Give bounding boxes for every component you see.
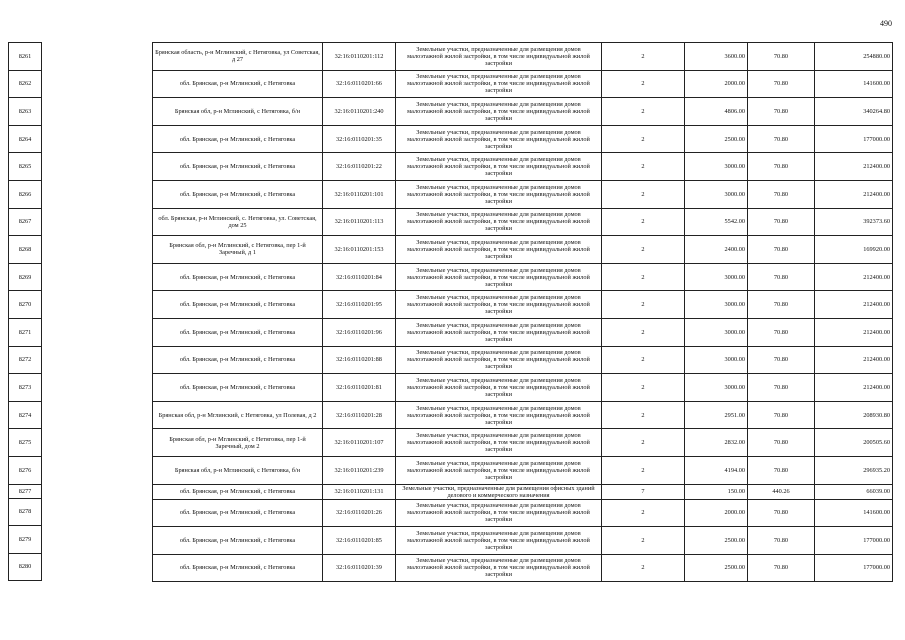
- table-row: [153, 374, 893, 402]
- table-row: [153, 70, 893, 98]
- cadastral-value-cell: 340264.80: [815, 98, 893, 126]
- row-number-cell: 8278: [9, 498, 42, 526]
- address-cell: обл. Брянская, р-н Мглинский, с Нетяговка: [153, 374, 323, 402]
- page-number: 490: [880, 19, 892, 28]
- purpose-cell: Земельные участки, предназначенные для размещения домов малоэтажной жилой застройки, в том числе индивидуальной жилой застройки: [396, 318, 602, 346]
- group-cell: 2: [602, 456, 685, 484]
- cadastral-number-cell: 32:16:0110201:107: [323, 429, 396, 457]
- group-cell: 2: [602, 153, 685, 181]
- table-row: [153, 236, 893, 264]
- purpose-cell: Земельные участки, предназначенные для размещения домов малоэтажной жилой застройки, в том числе индивидуальной жилой застройки: [396, 236, 602, 264]
- purpose-cell: Земельные участки, предназначенные для размещения домов малоэтажной жилой застройки, в том числе индивидуальной жилой застройки: [396, 527, 602, 555]
- address-cell: Брянская обл, р-н Мглинский, с Нетяговка, б/н: [153, 98, 323, 126]
- cadastral-value-cell: 212400.00: [815, 180, 893, 208]
- group-cell: 2: [602, 527, 685, 555]
- purpose-cell: Земельные участки, предназначенные для размещения домов малоэтажной жилой застройки, в том числе индивидуальной жилой застройки: [396, 499, 602, 527]
- area-cell: 3000.00: [685, 153, 748, 181]
- rate-cell: 70.80: [748, 318, 815, 346]
- group-cell: 2: [602, 98, 685, 126]
- area-cell: 5542.00: [685, 208, 748, 236]
- group-cell: 7: [602, 484, 685, 499]
- row-number-row: [9, 346, 42, 374]
- group-cell: 2: [602, 401, 685, 429]
- row-number-cell: 8273: [9, 374, 42, 402]
- cadastral-number-cell: 32:16:0110201:22: [323, 153, 396, 181]
- table-row: [153, 456, 893, 484]
- address-cell: обл. Брянская, р-н Мглинский, с Нетяговка: [153, 527, 323, 555]
- area-cell: 2000.00: [685, 70, 748, 98]
- table-row: [153, 554, 893, 582]
- cadastral-value-cell: 169920.00: [815, 236, 893, 264]
- cadastral-value-cell: 212400.00: [815, 346, 893, 374]
- purpose-cell: Земельные участки, предназначенные для размещения домов малоэтажной жилой застройки, в том числе индивидуальной жилой застройки: [396, 208, 602, 236]
- table-row: [153, 263, 893, 291]
- table-row: [153, 98, 893, 126]
- row-number-cell: 8277: [9, 484, 42, 498]
- rate-cell: 70.80: [748, 401, 815, 429]
- address-cell: обл. Брянская, р-н Мглинский, с Нетяговка: [153, 263, 323, 291]
- row-number-cell: 8262: [9, 70, 42, 98]
- row-number-row: [9, 429, 42, 457]
- rate-cell: 70.80: [748, 346, 815, 374]
- row-number-row: [9, 456, 42, 484]
- area-cell: 3000.00: [685, 263, 748, 291]
- row-number-row: [9, 208, 42, 236]
- cadastral-number-cell: 32:16:0110201:66: [323, 70, 396, 98]
- row-number-row: [9, 526, 42, 554]
- cadastral-number-cell: 32:16:0110201:153: [323, 236, 396, 264]
- row-number-row: [9, 180, 42, 208]
- purpose-cell: Земельные участки, предназначенные для размещения домов малоэтажной жилой застройки, в том числе индивидуальной жилой застройки: [396, 263, 602, 291]
- rate-cell: 70.80: [748, 125, 815, 153]
- table-row: [153, 125, 893, 153]
- purpose-cell: Земельные участки, предназначенные для размещения домов малоэтажной жилой застройки, в том числе индивидуальной жилой застройки: [396, 346, 602, 374]
- cadastral-number-cell: 32:16:0110201:85: [323, 527, 396, 555]
- cadastral-value-cell: 208930.80: [815, 401, 893, 429]
- area-cell: 2832.00: [685, 429, 748, 457]
- address-cell: обл. Брянская, р-н Мглинский, с Нетяговка: [153, 153, 323, 181]
- cadastral-number-cell: 32:16:0110201:131: [323, 484, 396, 499]
- purpose-cell: Земельные участки, предназначенные для размещения домов малоэтажной жилой застройки, в том числе индивидуальной жилой застройки: [396, 374, 602, 402]
- group-cell: 2: [602, 236, 685, 264]
- rate-cell: 70.80: [748, 70, 815, 98]
- purpose-cell: Земельные участки, предназначенные для размещения домов малоэтажной жилой застройки, в том числе индивидуальной жилой застройки: [396, 291, 602, 319]
- rate-cell: 70.80: [748, 291, 815, 319]
- table-row: [153, 43, 893, 71]
- table-row: [153, 527, 893, 555]
- purpose-cell: Земельные участки, предназначенные для размещения домов малоэтажной жилой застройки, в том числе индивидуальной жилой застройки: [396, 429, 602, 457]
- cadastral-value-cell: 177000.00: [815, 554, 893, 582]
- row-number-row: [9, 43, 42, 71]
- area-cell: 2000.00: [685, 499, 748, 527]
- group-cell: 2: [602, 208, 685, 236]
- cadastral-value-cell: 177000.00: [815, 527, 893, 555]
- rate-cell: 70.80: [748, 98, 815, 126]
- address-cell: Брянская обл, р-н Мглинский, с Нетяговка, ул Полевая, д 2: [153, 401, 323, 429]
- cadastral-number-cell: 32:16:0110201:35: [323, 125, 396, 153]
- rate-cell: 70.80: [748, 180, 815, 208]
- table-row: [153, 291, 893, 319]
- row-number-cell: 8266: [9, 180, 42, 208]
- row-number-cell: 8269: [9, 263, 42, 291]
- rate-cell: 70.80: [748, 527, 815, 555]
- area-cell: 4806.00: [685, 98, 748, 126]
- cadastral-value-cell: 254880.00: [815, 43, 893, 71]
- row-number-cell: 8276: [9, 456, 42, 484]
- row-number-row: [9, 553, 42, 581]
- cadastral-number-cell: 32:16:0110201:101: [323, 180, 396, 208]
- address-cell: обл. Брянская, р-н Мглинский, с Нетяговка: [153, 484, 323, 499]
- purpose-cell: Земельные участки, предназначенные для размещения домов малоэтажной жилой застройки, в том числе индивидуальной жилой застройки: [396, 125, 602, 153]
- rate-cell: 70.80: [748, 263, 815, 291]
- address-cell: обл. Брянская, р-н Мглинский, с Нетяговка: [153, 318, 323, 346]
- area-cell: 150.00: [685, 484, 748, 499]
- table-row: [153, 346, 893, 374]
- area-cell: 3000.00: [685, 318, 748, 346]
- group-cell: 2: [602, 125, 685, 153]
- area-cell: 3000.00: [685, 291, 748, 319]
- rate-cell: 70.80: [748, 374, 815, 402]
- row-number-row: [9, 98, 42, 126]
- rate-cell: 70.80: [748, 43, 815, 71]
- group-cell: 2: [602, 180, 685, 208]
- cadastral-number-cell: 32:16:0110201:96: [323, 318, 396, 346]
- table-row: [153, 484, 893, 499]
- area-cell: 3600.00: [685, 43, 748, 71]
- cadastral-value-cell: 141600.00: [815, 499, 893, 527]
- row-number-row: [9, 498, 42, 526]
- row-number-cell: 8279: [9, 526, 42, 554]
- address-cell: обл. Брянская, р-н Мглинский, с Нетяговка: [153, 180, 323, 208]
- cadastral-value-cell: 296935.20: [815, 456, 893, 484]
- cadastral-value-cell: 66039.00: [815, 484, 893, 499]
- row-number-table: [8, 42, 42, 581]
- cadastral-value-cell: 141600.00: [815, 70, 893, 98]
- row-number-row: [9, 263, 42, 291]
- group-cell: 2: [602, 70, 685, 98]
- row-number-row: [9, 291, 42, 319]
- land-plot-body: [153, 43, 893, 582]
- cadastral-number-cell: 32:16:0110201:39: [323, 554, 396, 582]
- row-number-cell: 8265: [9, 153, 42, 181]
- rate-cell: 70.80: [748, 499, 815, 527]
- cadastral-value-cell: 392373.60: [815, 208, 893, 236]
- table-row: [153, 153, 893, 181]
- area-cell: 4194.00: [685, 456, 748, 484]
- address-cell: обл. Брянская, р-н Мглинский, с Нетяговка: [153, 499, 323, 527]
- cadastral-number-cell: 32:16:0110201:240: [323, 98, 396, 126]
- row-number-cell: 8272: [9, 346, 42, 374]
- row-number-cell: 8268: [9, 236, 42, 264]
- row-number-cell: 8275: [9, 429, 42, 457]
- address-cell: обл. Брянская, р-н Мглинский, с Нетяговка: [153, 554, 323, 582]
- purpose-cell: Земельные участки, предназначенные для размещения домов малоэтажной жилой застройки, в том числе индивидуальной жилой застройки: [396, 456, 602, 484]
- row-number-cell: 8263: [9, 98, 42, 126]
- address-cell: Брянская обл, р-н Мглинский, с Нетяговка, б/н: [153, 456, 323, 484]
- purpose-cell: Земельные участки, предназначенные для размещения домов малоэтажной жилой застройки, в том числе индивидуальной жилой застройки: [396, 43, 602, 71]
- row-number-cell: 8264: [9, 125, 42, 153]
- row-number-cell: 8270: [9, 291, 42, 319]
- row-number-row: [9, 374, 42, 402]
- area-cell: 2500.00: [685, 527, 748, 555]
- cadastral-value-cell: 177000.00: [815, 125, 893, 153]
- group-cell: 2: [602, 43, 685, 71]
- purpose-cell: Земельные участки, предназначенные для размещения домов малоэтажной жилой застройки, в том числе индивидуальной жилой застройки: [396, 98, 602, 126]
- group-cell: 2: [602, 374, 685, 402]
- rate-cell: 70.80: [748, 554, 815, 582]
- cadastral-value-cell: 212400.00: [815, 374, 893, 402]
- cadastral-value-cell: 212400.00: [815, 291, 893, 319]
- group-cell: 2: [602, 318, 685, 346]
- row-number-row: [9, 318, 42, 346]
- address-cell: обл. Брянская, р-н Мглинский, с Нетяговка: [153, 70, 323, 98]
- cadastral-number-cell: 32:16:0110201:28: [323, 401, 396, 429]
- purpose-cell: Земельные участки, предназначенные для размещения домов малоэтажной жилой застройки, в том числе индивидуальной жилой застройки: [396, 401, 602, 429]
- address-cell: Брянская область, р-н Мглинский, с Нетяговка, ул Советская, д 27: [153, 43, 323, 71]
- purpose-cell: Земельные участки, предназначенные для размещения домов малоэтажной жилой застройки, в том числе индивидуальной жилой застройки: [396, 70, 602, 98]
- row-number-row: [9, 401, 42, 429]
- area-cell: 2400.00: [685, 236, 748, 264]
- address-cell: обл. Брянская, р-н Мглинский, с Нетяговка: [153, 291, 323, 319]
- cadastral-value-cell: 200505.60: [815, 429, 893, 457]
- row-number-cell: 8271: [9, 318, 42, 346]
- cadastral-number-cell: 32:16:0110201:112: [323, 43, 396, 71]
- area-cell: 3000.00: [685, 374, 748, 402]
- row-number-row: [9, 484, 42, 498]
- rate-cell: 70.80: [748, 236, 815, 264]
- purpose-cell: Земельные участки, предназначенные для размещения домов малоэтажной жилой застройки, в том числе индивидуальной жилой застройки: [396, 153, 602, 181]
- cadastral-number-cell: 32:16:0110201:84: [323, 263, 396, 291]
- cadastral-value-cell: 212400.00: [815, 153, 893, 181]
- row-number-cell: 8261: [9, 43, 42, 71]
- cadastral-value-cell: 212400.00: [815, 263, 893, 291]
- row-number-row: [9, 70, 42, 98]
- address-cell: Брянская обл, р-н Мглинский, с Нетяговка, пер 1-й Заречный, дом 2: [153, 429, 323, 457]
- table-row: [153, 429, 893, 457]
- land-plot-table: [152, 42, 893, 582]
- cadastral-value-cell: 212400.00: [815, 318, 893, 346]
- row-number-cell: 8280: [9, 553, 42, 581]
- row-number-cell: 8267: [9, 208, 42, 236]
- table-row: [153, 401, 893, 429]
- address-cell: обл. Брянская, р-н Мглинский, с Нетяговка: [153, 346, 323, 374]
- area-cell: 2500.00: [685, 554, 748, 582]
- area-cell: 2500.00: [685, 125, 748, 153]
- row-number-row: [9, 153, 42, 181]
- rate-cell: 70.80: [748, 208, 815, 236]
- rate-cell: 70.80: [748, 153, 815, 181]
- table-row: [153, 318, 893, 346]
- group-cell: 2: [602, 346, 685, 374]
- rate-cell: 70.80: [748, 429, 815, 457]
- row-number-body: [9, 43, 42, 581]
- purpose-cell: Земельные участки, предназначенные для размещения домов малоэтажной жилой застройки, в том числе индивидуальной жилой застройки: [396, 554, 602, 582]
- area-cell: 2951.00: [685, 401, 748, 429]
- cadastral-number-cell: 32:16:0110201:81: [323, 374, 396, 402]
- cadastral-number-cell: 32:16:0110201:88: [323, 346, 396, 374]
- row-number-row: [9, 125, 42, 153]
- address-cell: Брянская обл, р-н Мглинский, с Нетяговка, пер 1-й Заречный, д 1: [153, 236, 323, 264]
- table-row: [153, 208, 893, 236]
- cadastral-number-cell: 32:16:0110201:26: [323, 499, 396, 527]
- row-number-cell: 8274: [9, 401, 42, 429]
- group-cell: 2: [602, 263, 685, 291]
- rate-cell: 440.26: [748, 484, 815, 499]
- group-cell: 2: [602, 429, 685, 457]
- cadastral-number-cell: 32:16:0110201:113: [323, 208, 396, 236]
- address-cell: обл. Брянская, р-н Мглинский, с. Нетяговка, ул. Советская, дом 25: [153, 208, 323, 236]
- rate-cell: 70.80: [748, 456, 815, 484]
- cadastral-number-cell: 32:16:0110201:239: [323, 456, 396, 484]
- table-row: [153, 180, 893, 208]
- group-cell: 2: [602, 499, 685, 527]
- purpose-cell: Земельные участки, предназначенные для размещения офисных зданий делового и коммерческого назначения: [396, 484, 602, 499]
- row-number-row: [9, 236, 42, 264]
- table-row: [153, 499, 893, 527]
- area-cell: 3000.00: [685, 180, 748, 208]
- group-cell: 2: [602, 554, 685, 582]
- purpose-cell: Земельные участки, предназначенные для размещения домов малоэтажной жилой застройки, в том числе индивидуальной жилой застройки: [396, 180, 602, 208]
- cadastral-number-cell: 32:16:0110201:95: [323, 291, 396, 319]
- group-cell: 2: [602, 291, 685, 319]
- address-cell: обл. Брянская, р-н Мглинский, с Нетяговка: [153, 125, 323, 153]
- area-cell: 3000.00: [685, 346, 748, 374]
